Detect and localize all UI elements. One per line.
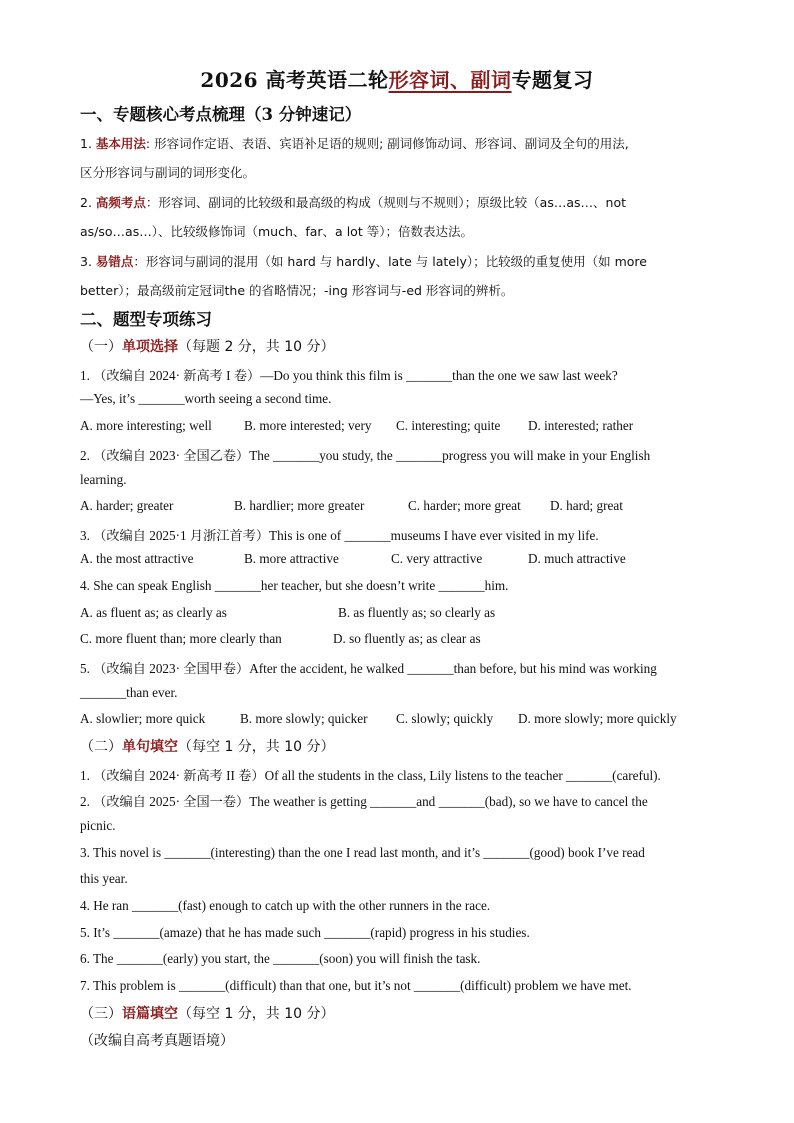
q1-option-c[interactable]: C. interesting; quite <box>396 418 501 433</box>
q2-option-a[interactable]: A. harder; greater <box>80 498 174 513</box>
q3-option-b[interactable]: B. more attractive <box>244 551 339 566</box>
part3-heading: （三）语篇填空（每空 1 分，共 10 分） <box>80 1006 335 1022</box>
part3-name: 语篇填空 <box>122 1006 178 1022</box>
title-suffix: 专题复习 <box>511 68 594 92</box>
part1-heading: （一）单项选择（每题 2 分，共 10 分） <box>80 339 335 355</box>
q1-stem-line2: —Yes, it’s _______worth seeing a second time. <box>80 391 332 406</box>
section2-heading: 二、题型专项练习 <box>80 310 212 329</box>
q3-stem: 3. （改编自 2025·1 月浙江首考）This is one of _______museums I have ever visited in my life. <box>80 528 599 543</box>
part2-name: 单句填空 <box>122 739 178 755</box>
s1-item2-line2: as/so…as…）、比较级修饰词（much、far、a lot 等）；倍数表达法。 <box>80 224 473 239</box>
q4-option-d[interactable]: D. so fluently as; as clear as <box>333 631 481 646</box>
fill-line-2b: picnic. <box>80 818 116 833</box>
section1-heading: 一、专题核心考点梳理（3 分钟速记） <box>80 105 362 124</box>
q4-stem: 4. She can speak English _______her teacher, but she doesn’t write _______him. <box>80 578 509 593</box>
q5-option-b[interactable]: B. more slowly; quicker <box>240 711 368 726</box>
s1-item1-line1: 1. 基本用法: 形容词作定语、表语、宾语补足语的规则; 副词修饰动词、形容词、副词及全句的用法, <box>80 136 629 151</box>
s1-item2-keyword: 高频考点 <box>95 195 146 210</box>
q5-stem: 5. （改编自 2023· 全国甲卷）After the accident, he walked _______than before, but his mind was working <box>80 661 657 676</box>
q2-option-c[interactable]: C. harder; more great <box>408 498 521 513</box>
q5-option-a[interactable]: A. slowlier; more quick <box>80 711 206 726</box>
q2-option-d[interactable]: D. hard; great <box>550 498 623 513</box>
fill-line-1: 1. （改编自 2024· 新高考 II 卷）Of all the students in the class, Lily listens to the teacher _______(careful). <box>80 768 661 783</box>
q4-option-a[interactable]: A. as fluent as; as clearly as <box>80 605 227 620</box>
q5-option-d[interactable]: D. more slowly; more quickly <box>518 711 677 726</box>
fill-line-3b: this year. <box>80 871 128 886</box>
part3-source: （改编自高考真题语境） <box>80 1033 234 1049</box>
q3-option-d[interactable]: D. much attractive <box>528 551 626 566</box>
fill-line-7: 7. This problem is _______(difficult) than that one, but it’s not _______(difficult) problem we have met. <box>80 978 632 993</box>
s1-item3-keyword: 易错点 <box>95 254 134 269</box>
part2-heading: （二）单句填空（每空 1 分，共 10 分） <box>80 739 335 755</box>
q3-option-a[interactable]: A. the most attractive <box>80 551 194 566</box>
page-title <box>0 64 794 93</box>
s1-item2-line1: 2. 高频考点：形容词、副词的比较级和最高级的构成（规则与不规则）；原级比较（as…as…、not <box>80 195 626 210</box>
title-highlight: 形容词、副词 <box>388 68 512 92</box>
q3-option-c[interactable]: C. very attractive <box>391 551 483 566</box>
s1-item1-keyword: 基本用法 <box>95 136 146 151</box>
q1-option-d[interactable]: D. interested; rather <box>528 418 634 433</box>
part1-name: 单项选择 <box>122 339 178 355</box>
q2-stem: 2. （改编自 2023· 全国乙卷）The _______you study, the _______progress you will make in your English <box>80 448 651 463</box>
q5-option-c[interactable]: C. slowly; quickly <box>396 711 494 726</box>
q5-stem-line2: _______than ever. <box>80 685 178 700</box>
q2-stem-line2: learning. <box>80 472 127 487</box>
s1-item3-line2: better）；最高级前定冠词the 的省略情况；-ing 形容词与-ed 形容词的辨析。 <box>80 283 514 298</box>
q1-stem: 1. （改编自 2024· 新高考 I 卷）—Do you think this film is _______than the one we saw last week? <box>80 368 618 383</box>
s1-item3-line1: 3. 易错点：形容词与副词的混用（如 hard 与 hardly、late 与 lately）；比较级的重复使用（如 more <box>80 254 647 269</box>
fill-line-4: 4. He ran _______(fast) enough to catch up with the other runners in the race. <box>80 898 491 913</box>
title-prefix: 2026 高考英语二轮 <box>200 68 389 92</box>
q4-option-c[interactable]: C. more fluent than; more clearly than <box>80 631 282 646</box>
fill-line-5: 5. It’s _______(amaze) that he has made such _______(rapid) progress in his studies. <box>80 925 530 940</box>
q1-option-a[interactable]: A. more interesting; well <box>80 418 212 433</box>
q4-option-b[interactable]: B. as fluently as; so clearly as <box>338 605 496 620</box>
q2-option-b[interactable]: B. hardlier; more greater <box>234 498 365 513</box>
fill-line-3: 3. This novel is _______(interesting) than the one I read last month, and it’s _______(good) book I’ve read <box>80 845 645 860</box>
fill-line-6: 6. The _______(early) you start, the _______(soon) you will finish the task. <box>80 951 481 966</box>
fill-line-2: 2. （改编自 2025· 全国一卷）The weather is getting _______and _______(bad), so we have to cancel the <box>80 794 648 809</box>
q1-option-b[interactable]: B. more interested; very <box>244 418 372 433</box>
s1-item1-line2: 区分形容词与副词的词形变化。 <box>80 165 256 180</box>
